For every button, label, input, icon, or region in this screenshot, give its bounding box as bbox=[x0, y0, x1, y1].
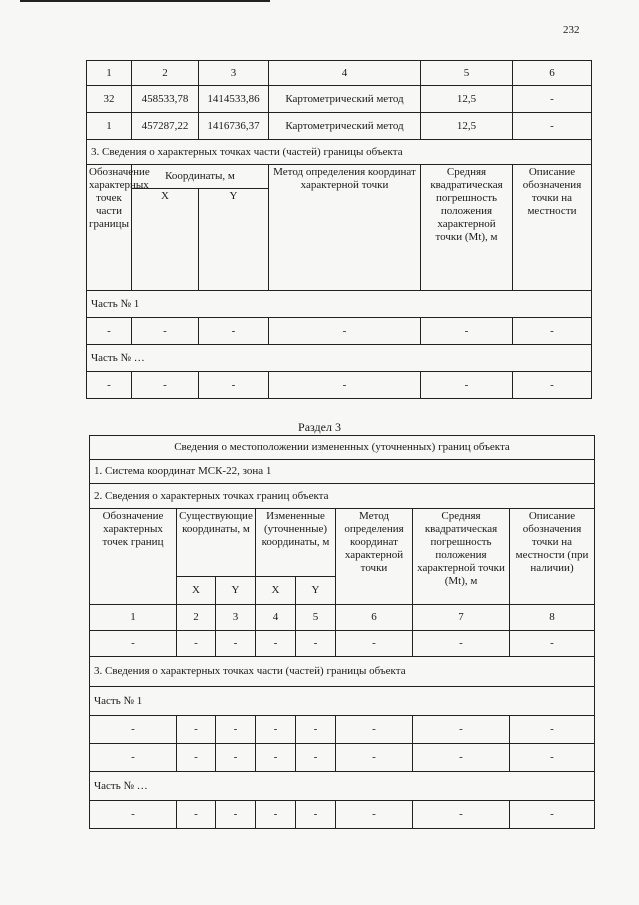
part-label: Часть № 1 bbox=[90, 687, 595, 716]
col-num: 4 bbox=[256, 605, 296, 631]
cell-dash: - bbox=[87, 372, 132, 399]
header-existing: Существующие координаты, м bbox=[177, 509, 256, 577]
table-row bbox=[87, 86, 592, 113]
col-num: 5 bbox=[296, 605, 336, 631]
part-label: Часть № … bbox=[90, 772, 595, 801]
header-y: Y bbox=[216, 577, 256, 605]
changed-boundaries-table bbox=[89, 435, 595, 829]
cell-dash: - bbox=[296, 631, 336, 657]
table-title: Сведения о местоположении измененных (уточненных) границ объекта bbox=[90, 436, 595, 460]
col-num: 6 bbox=[513, 61, 592, 86]
col-num: 1 bbox=[87, 61, 132, 86]
header-y: Y bbox=[199, 189, 269, 291]
table-row bbox=[87, 372, 592, 399]
cell-dash: - bbox=[269, 372, 421, 399]
col-num: 2 bbox=[177, 605, 216, 631]
header-desc: Описание обозначения точки на местности bbox=[513, 165, 592, 291]
column-number-row bbox=[90, 605, 595, 631]
points-heading: 2. Сведения о характерных точках границ объекта bbox=[90, 484, 595, 509]
header-y: Y bbox=[296, 577, 336, 605]
cell-dash: - bbox=[177, 631, 216, 657]
col-num: 3 bbox=[199, 61, 269, 86]
cell-dash: - bbox=[413, 716, 510, 744]
header-x: X bbox=[177, 577, 216, 605]
cell-x: 457287,22 bbox=[132, 113, 199, 140]
cell-y: 1414533,86 bbox=[199, 86, 269, 113]
cell-dash: - bbox=[413, 631, 510, 657]
cell-dash: - bbox=[510, 631, 595, 657]
cell-dash: - bbox=[199, 318, 269, 345]
cell-dash: - bbox=[336, 744, 413, 772]
table-row bbox=[90, 631, 595, 657]
cell-dash: - bbox=[90, 716, 177, 744]
cell-dash: - bbox=[336, 631, 413, 657]
cell-dash: - bbox=[177, 744, 216, 772]
cell-dash: - bbox=[296, 744, 336, 772]
header-method: Метод определения координат характерной точки bbox=[336, 509, 413, 605]
cell-point: 32 bbox=[87, 86, 132, 113]
cell-y: 1416736,37 bbox=[199, 113, 269, 140]
header-x: X bbox=[256, 577, 296, 605]
cell-dash: - bbox=[216, 801, 256, 829]
col-num: 7 bbox=[413, 605, 510, 631]
section-heading: 3. Сведения о характерных точках части (частей) границы объекта bbox=[87, 140, 592, 165]
section-3-title: Раздел 3 bbox=[298, 420, 341, 434]
cell-dash: - bbox=[336, 801, 413, 829]
header-error: Средняя квадратическая погрешность положения характерной точки (Mt), м bbox=[421, 165, 513, 291]
cell-dash: - bbox=[256, 716, 296, 744]
cell-dash: - bbox=[90, 801, 177, 829]
col-num: 4 bbox=[269, 61, 421, 86]
cell-dash: - bbox=[216, 716, 256, 744]
col-num: 8 bbox=[510, 605, 595, 631]
page-top-rule bbox=[20, 0, 270, 2]
col-num: 2 bbox=[132, 61, 199, 86]
cell-dash: - bbox=[510, 801, 595, 829]
cell-dash: - bbox=[256, 631, 296, 657]
cell-dash: - bbox=[216, 744, 256, 772]
part-label: Часть № … bbox=[87, 345, 592, 372]
table-row bbox=[90, 744, 595, 772]
cell-dash: - bbox=[513, 372, 592, 399]
cell-dash: - bbox=[413, 744, 510, 772]
coord-system: 1. Система координат МСК-22, зона 1 bbox=[90, 460, 595, 484]
cell-dash: - bbox=[296, 716, 336, 744]
cell-dash: - bbox=[177, 716, 216, 744]
cell-dash: - bbox=[216, 631, 256, 657]
cell-x: 458533,78 bbox=[132, 86, 199, 113]
col-num: 5 bbox=[421, 61, 513, 86]
cell-dash: - bbox=[510, 716, 595, 744]
header-changed: Измененные (уточненные) координаты, м bbox=[256, 509, 336, 577]
header-desc: Описание обозначения точки на местности (при наличии) bbox=[510, 509, 595, 605]
page-number: 232 bbox=[563, 24, 580, 36]
table-row bbox=[87, 318, 592, 345]
cell-dash: - bbox=[269, 318, 421, 345]
cell-dash: - bbox=[336, 716, 413, 744]
header-point: Обозначение характерных точек границ bbox=[90, 509, 177, 605]
cell-error: 12,5 bbox=[421, 113, 513, 140]
cell-method: Картометрический метод bbox=[269, 86, 421, 113]
cell-dash: - bbox=[256, 744, 296, 772]
header-error: Средняя квадратическая погрешность положения характерной точки (Mt), м bbox=[413, 509, 510, 605]
part-label: Часть № 1 bbox=[87, 291, 592, 318]
cell-dash: - bbox=[132, 318, 199, 345]
cell-dash: - bbox=[199, 372, 269, 399]
col-num: 6 bbox=[336, 605, 413, 631]
header-coords: Координаты, м bbox=[132, 165, 269, 189]
cell-dash: - bbox=[513, 318, 592, 345]
cell-desc: - bbox=[513, 113, 592, 140]
cell-dash: - bbox=[510, 744, 595, 772]
table-row bbox=[90, 716, 595, 744]
cell-error: 12,5 bbox=[421, 86, 513, 113]
points-table-continued bbox=[86, 60, 592, 399]
cell-dash: - bbox=[90, 744, 177, 772]
cell-dash: - bbox=[413, 801, 510, 829]
cell-dash: - bbox=[421, 372, 513, 399]
cell-dash: - bbox=[177, 801, 216, 829]
cell-dash: - bbox=[421, 318, 513, 345]
cell-dash: - bbox=[256, 801, 296, 829]
cell-dash: - bbox=[296, 801, 336, 829]
table-row bbox=[90, 801, 595, 829]
cell-dash: - bbox=[87, 318, 132, 345]
col-num: 3 bbox=[216, 605, 256, 631]
cell-point: 1 bbox=[87, 113, 132, 140]
cell-dash: - bbox=[132, 372, 199, 399]
header-point: Обозначение характерных точек части границы bbox=[87, 165, 132, 291]
cell-desc: - bbox=[513, 86, 592, 113]
table-row bbox=[87, 113, 592, 140]
cell-method: Картометрический метод bbox=[269, 113, 421, 140]
col-num: 1 bbox=[90, 605, 177, 631]
header-method: Метод определения координат характерной точки bbox=[269, 165, 421, 291]
cell-dash: - bbox=[90, 631, 177, 657]
header-x: X bbox=[132, 189, 199, 291]
column-number-row bbox=[87, 61, 592, 86]
parts-heading: 3. Сведения о характерных точках части (частей) границы объекта bbox=[90, 657, 595, 687]
